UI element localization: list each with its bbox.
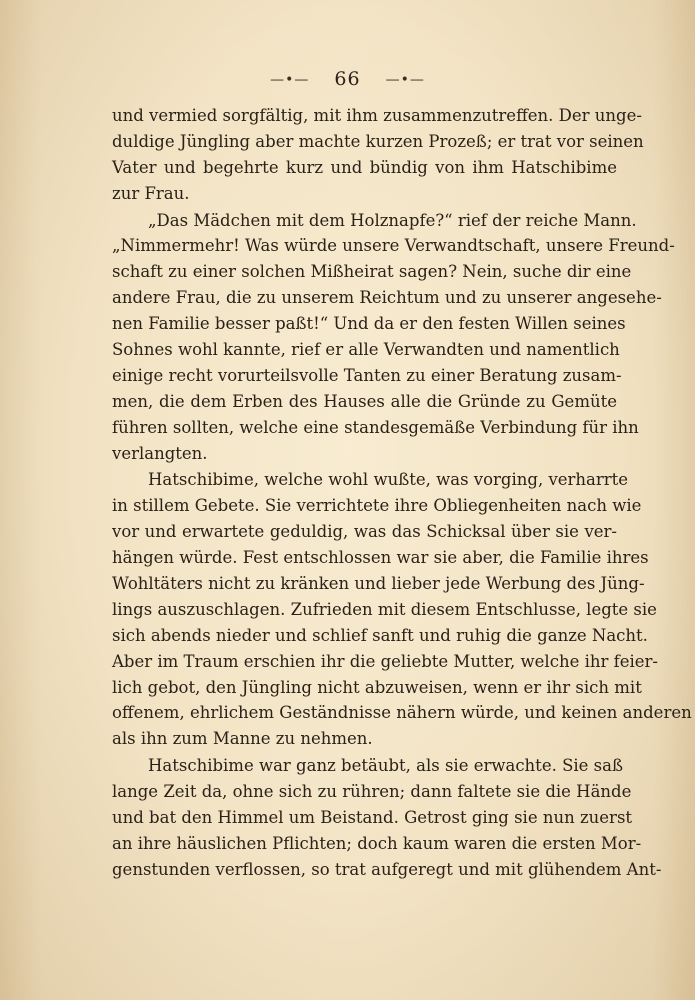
page-number: 66 [334,68,361,90]
text-line: duldige Jüngling aber machte kurzen Prozeß; er trat vor seinen [112,131,644,151]
text-line: als ihn zum Manne zu nehmen. [112,729,373,749]
text-line: Sohnes wohl kannte, rief er alle Verwandten und namentlich [112,340,620,360]
text-line: verlangten. [112,443,208,463]
text-line: zur Frau. [112,183,190,203]
text-line: nen Familie besser paßt!“ Und da er den festen Willen seines [112,314,626,334]
text-line: men, die dem Erben des Hauses alle die Gründe zu Gemüte [112,391,617,411]
text-line: lings auszuschlagen. Zufrieden mit diesem Entschlusse, legte sie [112,599,657,619]
text-line: in stillem Gebete. Sie verrichtete ihre Obliegenheiten nach wie [112,496,642,516]
text-line: genstunden verflossen, so trat aufgeregt und mit glühendem Ant- [112,859,662,879]
header-ornament-right: —•— [385,72,425,88]
text-line: sich abends nieder und schlief sanft und ruhig die ganze Nacht. [112,625,648,645]
text-line: „Das Mädchen mit dem Holznapfe?“ rief der reiche Mann. [148,210,637,230]
text-line: einige recht vorurteilsvolle Tanten zu einer Beratung zusam- [112,365,622,385]
text-line: und bat den Himmel um Beistand. Getrost ging sie nun zuerst [112,808,633,828]
text-line: „Nimmermehr! Was würde unsere Verwandtschaft, unsere Freund- [112,236,675,256]
text-line: Vater und begehrte kurz und bündig von ihm Hatschibime [112,157,617,177]
text-line: Aber im Traum erschien ihr die geliebte Mutter, welche ihr feier- [112,651,658,671]
text-line: führen sollten, welche eine standesgemäße Verbindung für ihn [112,417,639,437]
text-line: an ihre häuslichen Pflichten; doch kaum waren die ersten Mor- [112,833,642,853]
text-line: offenem, ehrlichem Geständnisse nähern würde, und keinen anderen [112,703,692,723]
text-line: lange Zeit da, ohne sich zu rühren; dann faltete sie die Hände [112,782,632,802]
text-line: und vermied sorgfältig, mit ihm zusammenzutreffen. Der unge- [112,106,642,125]
text-line: Hatschibime war ganz betäubt, als sie erwachte. Sie saß [148,756,623,776]
text-line: schaft zu einer solchen Mißheirat sagen? Nein, suche dir eine [112,262,632,282]
header-ornament-left: —•— [270,72,310,88]
page-header [0,68,695,90]
text-line: hängen würde. Fest entschlossen war sie aber, die Familie ihres [112,548,649,568]
text-line: Wohltäters nicht zu kränken und lieber jede Werbung des Jüng- [112,574,645,594]
text-line: vor und erwartete geduldig, was das Schicksal über sie ver- [112,522,617,542]
body-text [112,103,692,883]
text-line: Hatschibime, welche wohl wußte, was vorging, verharrte [148,470,629,490]
text-line: lich gebot, den Jüngling nicht abzuweisen, wenn er ihr sich mit [112,677,642,697]
text-line: andere Frau, die zu unserem Reichtum und zu unserer angesehe- [112,288,662,308]
